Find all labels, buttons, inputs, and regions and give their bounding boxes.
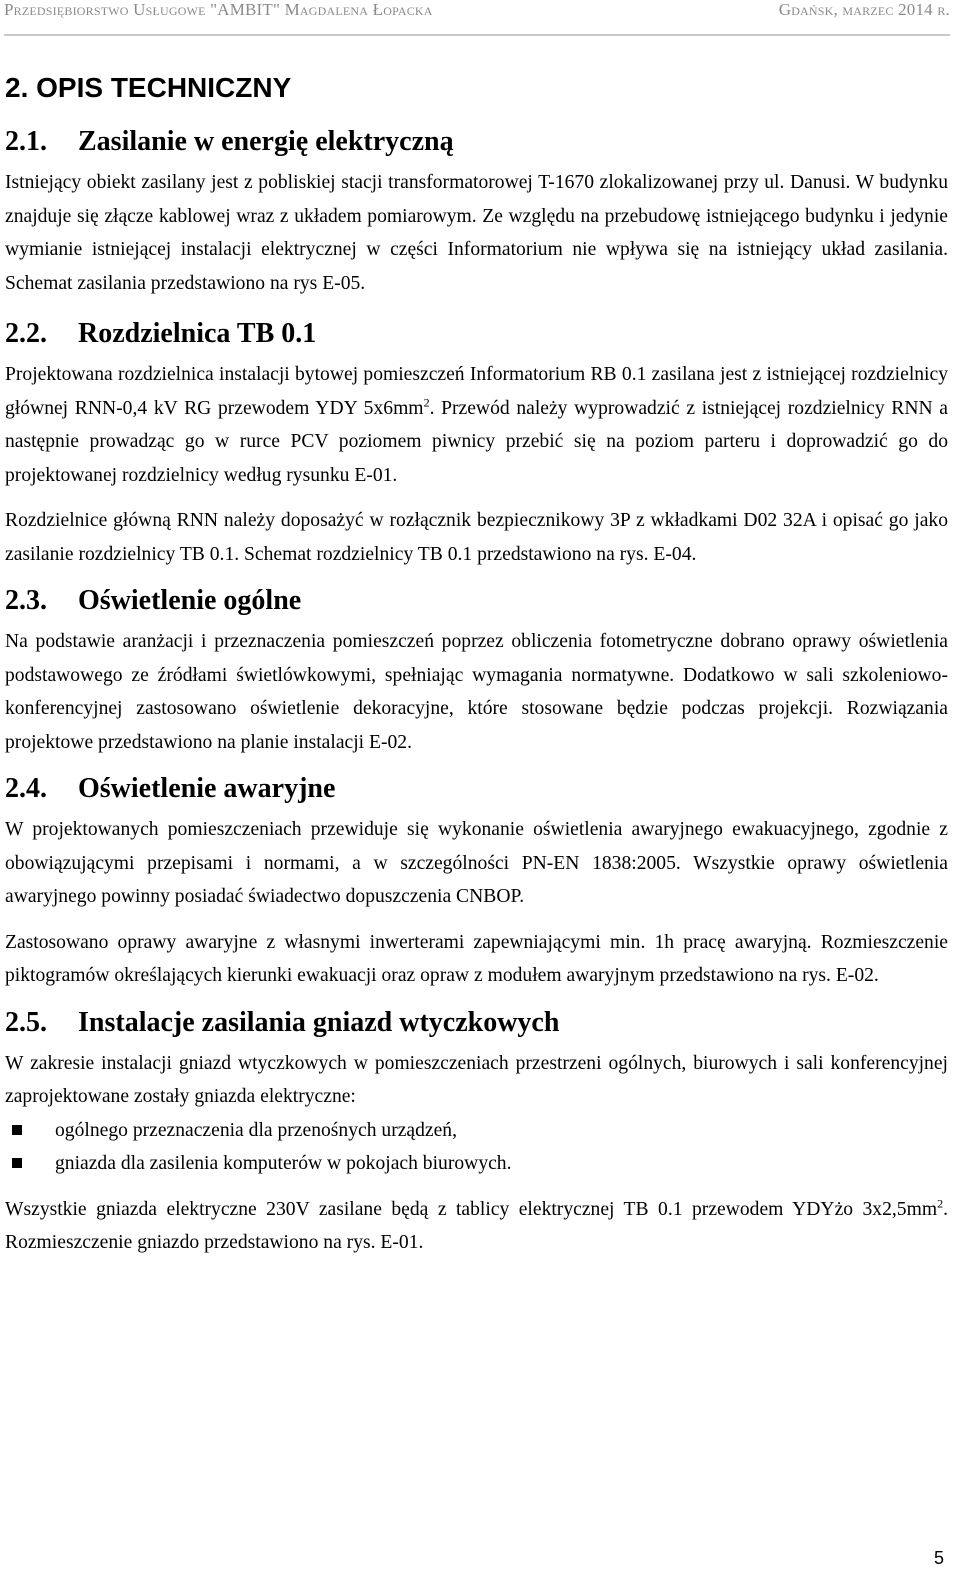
page-number: 5 bbox=[933, 1548, 944, 1568]
section-number: 2.5. bbox=[5, 1006, 47, 1038]
section-title: Zasilanie w energię elektryczną bbox=[78, 126, 454, 157]
section-title: Oświetlenie ogólne bbox=[78, 585, 302, 616]
header-company: Przedsiębiorstwo Usługowe "AMBIT" Magdalena Łopacka bbox=[4, 0, 433, 19]
section-title: Oświetlenie awaryjne bbox=[78, 773, 336, 804]
header-place-date: Gdańsk, marzec 2014 r. bbox=[778, 0, 950, 19]
square-bullet-icon bbox=[12, 1125, 22, 1135]
section-paragraph: Na podstawie aranżacji i przeznaczenia pomieszczeń poprzez obliczenia fotometryczne dobrano oprawy oświetlenia podstawowego ze źródłami świetlówkowymi, spełniając wymagania normatywne. Dodatkowo w sali szkoleniowo-konferencyjnej zastosowano oświetlenie dekoracyjne, które stosowane będzie podczas projekcji. Rozwiązania projektowe przedstawiono na planie instalacji E-02. bbox=[5, 631, 948, 753]
section-number: 2.4. bbox=[5, 773, 47, 804]
section-number: 2.1. bbox=[5, 126, 47, 157]
section-paragraph: Rozdzielnice główną RNN należy doposażyć w rozłącznik bezpiecznikowy 3P z wkładkami D02 32A i opisać go jako zasilanie rozdzielnicy TB 0.1. Schemat rozdzielnicy TB 0.1 przedstawiono na rys. E-04. bbox=[5, 510, 948, 565]
section-heading bbox=[5, 124, 948, 160]
section-paragraph: Istniejący obiekt zasilany jest z pobliskiej stacji transformatorowej T-1670 zlokalizowanej przy ul. Danusi. W budynku znajduje się złącze kablowej wraz z układem pomiarowym. Ze względu na przebudowę istniejącego budynku i jedynie wymianie istniejącej instalacji elektrycznej w części Informatorium nie wpływa się na istniejący układ zasilania. Schemat zasilania przedstawiono na rys E-05. bbox=[5, 172, 948, 294]
section-title: Instalacje zasilania gniazd wtyczkowych bbox=[78, 1006, 560, 1038]
body-content bbox=[5, 70, 948, 1260]
section-heading bbox=[5, 583, 948, 619]
section-paragraph: W zakresie instalacji gniazd wtyczkowych w pomieszczeniach przestrzeni ogólnych, biurowych i sali konferencyjnej zaprojektowane zostały gniazda elektryczne: bbox=[5, 1052, 948, 1107]
section-paragraph: Wszystkie gniazda elektryczne 230V zasilane będą z tablicy elektrycznej TB 0.1 przewodem YDYżo $3x2,5mm^2$. Rozmieszczenie gniazdo przedstawiono na rys. E-01. bbox=[5, 1195, 948, 1253]
section-paragraph: Projektowana rozdzielnica instalacji bytowej pomieszczeń Informatorium RB 0.1 zasilana jest z istniejącej rozdzielnicy głównej RNN-0,4 kV RG przewodem YDY $5x6mm^2$. Przewód należy wyprowadzić z istniejącej rozdzielnicy RNN a następnie prowadząc go w rurce PCV poziomem piwnicy przebić się na poziom parteru i doprowadzić go do projektowanej rozdzielnicy według rysunku E-01. bbox=[5, 364, 948, 486]
section-number: 2.2. bbox=[5, 318, 47, 349]
section-paragraph: W projektowanych pomieszczeniach przewiduje się wykonanie oświetlenia awaryjnego ewakuacyjnego, zgodnie z obowiązującymi przepisami i normami, a w szczególności PN-EN 1838:2005. Wszystkie oprawy oświetlenia awaryjnego powinny posiadać świadectwo dopuszczenia CNBOP. bbox=[5, 819, 948, 907]
section-paragraph: Zastosowano oprawy awaryjne z własnymi inwerterami zapewniającymi min. 1h pracę awaryjną. Rozmieszczenie piktogramów określających kierunki ewakuacji oraz opraw z modułem awaryjnym przedstawiono na rys. E-02. bbox=[5, 931, 948, 986]
chapter-title: 2. OPIS TECHNICZNY bbox=[5, 72, 292, 103]
section-number: 2.3. bbox=[5, 585, 47, 616]
section-title: Rozdzielnica TB 0.1 bbox=[78, 318, 317, 349]
list-item: gniazda dla zasilenia komputerów w pokojach biurowych. bbox=[5, 1147, 948, 1181]
bullet-list bbox=[5, 1114, 948, 1181]
section-heading bbox=[5, 1005, 948, 1041]
running-header bbox=[4, 0, 950, 26]
list-item: ogólnego przeznaczenia dla przenośnych urządzeń, bbox=[5, 1114, 948, 1148]
square-bullet-icon bbox=[12, 1158, 22, 1168]
section-heading bbox=[5, 316, 948, 352]
header-rule bbox=[4, 34, 950, 36]
section-heading bbox=[5, 771, 948, 807]
